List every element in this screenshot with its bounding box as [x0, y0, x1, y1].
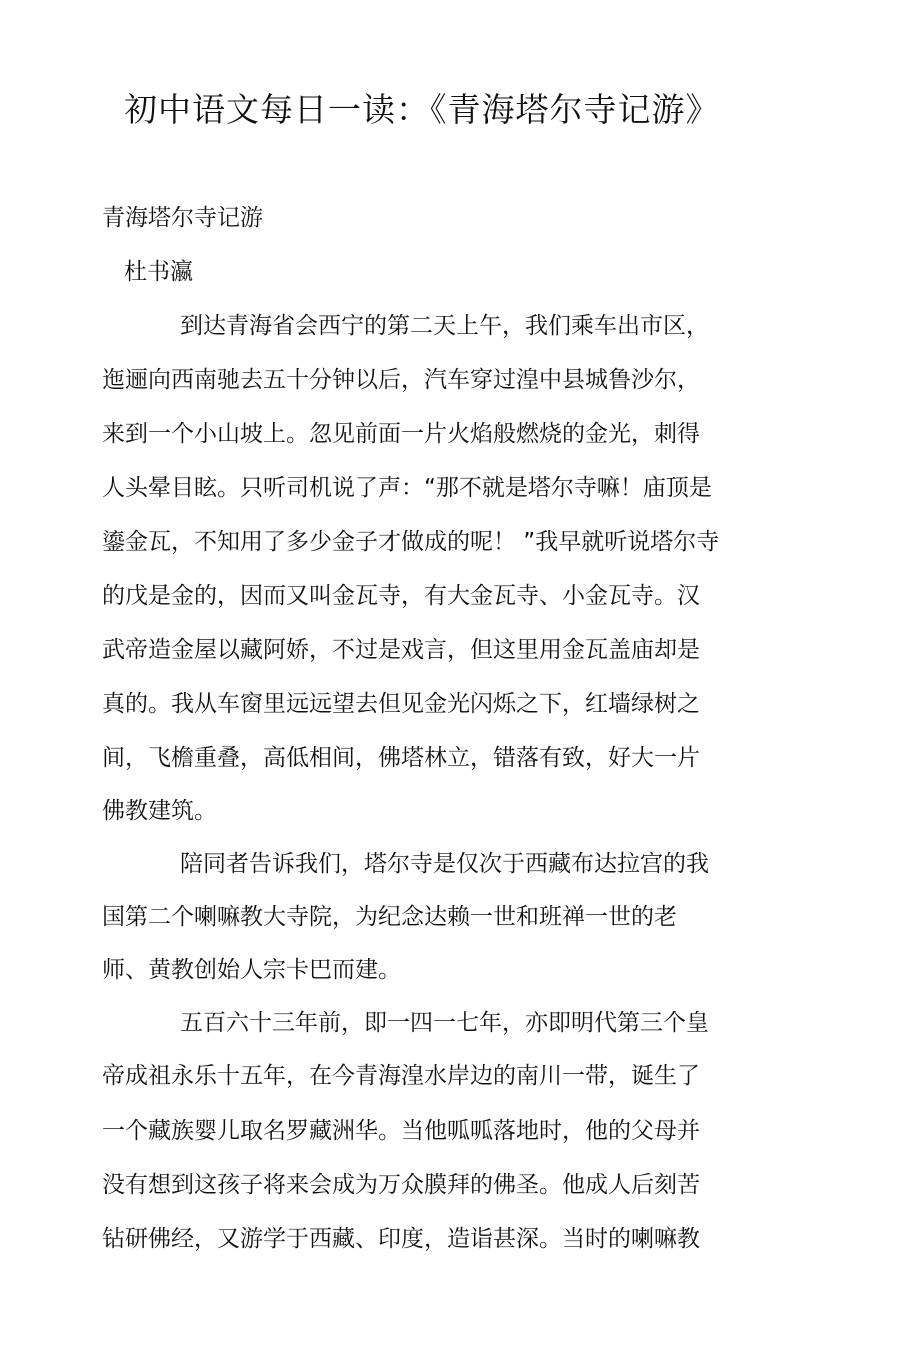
body-line: 帝成祖永乐十五年，在今青海湟水岸边的南川一带，诞生了 — [102, 1063, 700, 1089]
body-line: 到达青海省会西宁的第二天上午，我们乘车出市区， — [180, 313, 709, 339]
body-line: 一个藏族婴儿取名罗藏洲华。当他呱呱落地时，他的父母并 — [102, 1118, 700, 1144]
body-line: 来到一个小山坡上。忽见前面一片火焰般燃烧的金光，刺得 — [102, 421, 700, 447]
body-line: 武帝造金屋以藏阿娇，不过是戏言，但这里用金瓦盖庙却是 — [102, 637, 700, 663]
body-line: 国第二个喇嘛教大寺院，为纪念达赖一世和班禅一世的老 — [102, 904, 677, 930]
body-line: 五百六十三年前，即一四一七年，亦即明代第三个皇 — [180, 1010, 709, 1036]
body-line: 佛教建筑。 — [102, 798, 217, 824]
body-line: 钻研佛经，又游学于西藏、印度，造诣甚深。当时的喇嘛教 — [102, 1226, 700, 1252]
page-title: 初中语文每日一读：《青海塔尔寺记游》 — [124, 90, 720, 129]
author-name: 杜书瀛 — [124, 259, 193, 285]
body-line: 人头晕目眩。只听司机说了声：“那不就是塔尔寺嘛！庙顶是 — [102, 475, 712, 501]
body-line: 师、黄教创始人宗卡巴而建。 — [102, 957, 401, 983]
body-line: 没有想到这孩子将来会成为万众膜拜的佛圣。他成人后刻苦 — [102, 1172, 700, 1198]
body-line: 间，飞檐重叠，高低相间，佛塔林立，错落有致，好大一片 — [102, 745, 700, 771]
body-line: 真的。我从车窗里远远望去但见金光闪烁之下，红墙绿树之 — [102, 691, 700, 717]
body-line: 迤逦向西南驰去五十分钟以后，汽车穿过湟中县城鲁沙尔， — [102, 367, 700, 393]
body-line: 陪同者告诉我们，塔尔寺是仅次于西藏布达拉宫的我 — [180, 851, 709, 877]
body-line: 的戊是金的，因而又叫金瓦寺，有大金瓦寺、小金瓦寺。汉 — [102, 583, 700, 609]
body-line: 鎏金瓦，不知用了多少金子才做成的呢！ ”我早就听说塔尔寺 — [102, 529, 720, 555]
article-title: 青海塔尔寺记游 — [102, 205, 263, 231]
